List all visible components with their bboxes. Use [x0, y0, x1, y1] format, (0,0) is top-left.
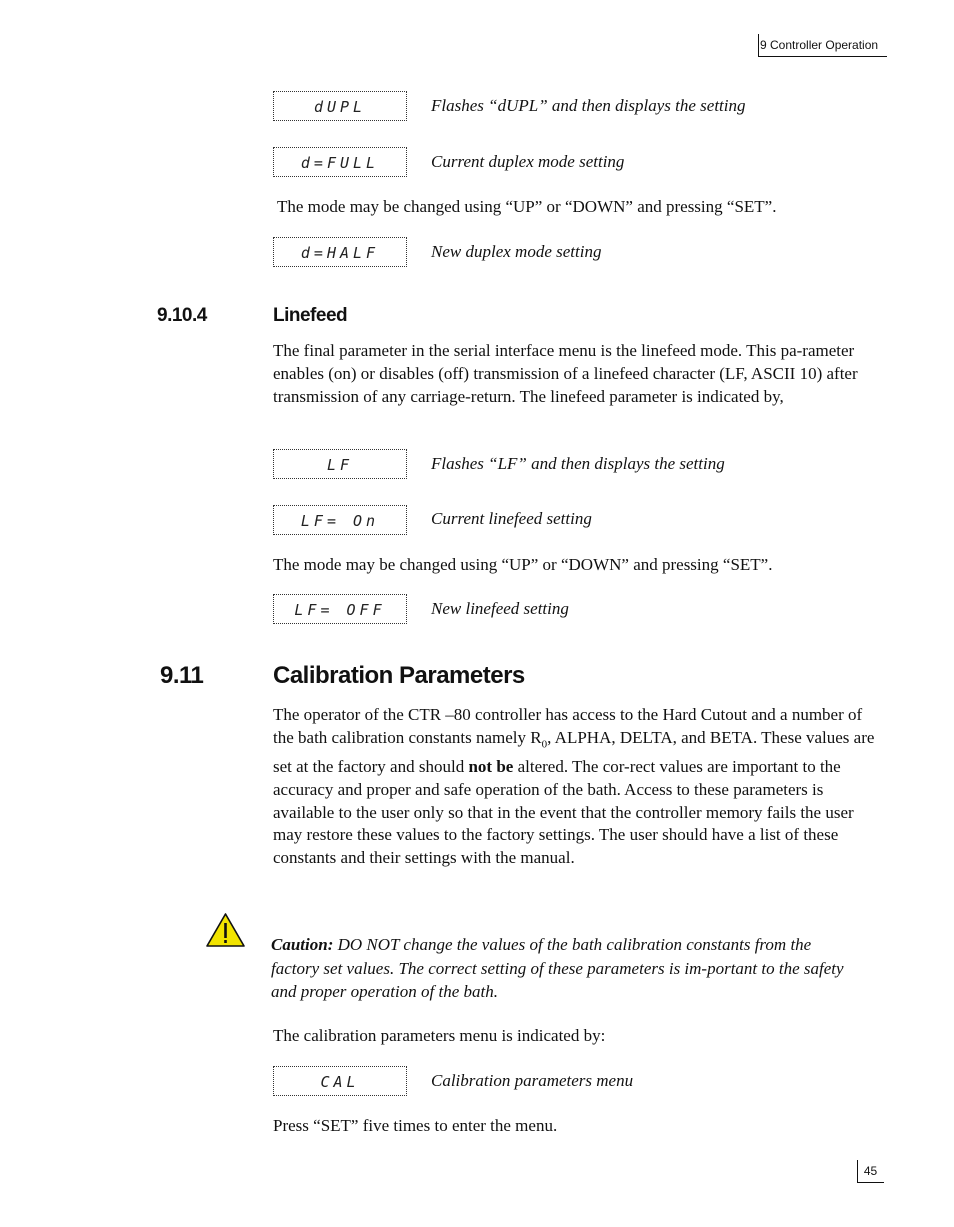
- lcd-display-duplex-current: d=FULL: [273, 147, 407, 177]
- chapter-header: 9 Controller Operation: [758, 34, 887, 57]
- calibration-menu-text: The calibration parameters menu is indicated by:: [273, 1026, 606, 1045]
- lcd-caption: Current duplex mode setting: [431, 152, 625, 171]
- duplex-change-text: The mode may be changed using “UP” or “DOWN” and pressing “SET”.: [277, 197, 777, 216]
- lcd-caption: Current linefeed setting: [431, 509, 592, 528]
- lcd-display-lf: LF: [273, 449, 407, 479]
- lcd-display-duplex-new: d=HALF: [273, 237, 407, 267]
- section-title: Calibration Parameters: [273, 662, 525, 689]
- warning-icon: [205, 912, 246, 948]
- lcd-display-lf-current: LF= On: [273, 505, 407, 535]
- calibration-paragraph: The operator of the CTR –80 controller has access to the Hard Cutout and a number of the bath calibration constants namely $R_0$, ALPHA, DELTA, and BETA. These values are set at the factory and should not be altered. The cor-rect values are important to the accuracy and proper and safe operation of the bath. Access to these parameters is available to the user only so that in the event that the controller memory fails the user may restore these values to the factory settings. The user should have a list of these constants and their settings with the manual.: [273, 705, 875, 868]
- linefeed-change-text: The mode may be changed using “UP” or “DOWN” and pressing “SET”.: [273, 555, 773, 574]
- lcd-caption: Flashes “dUPL” and then displays the setting: [431, 96, 746, 115]
- linefeed-paragraph: The final parameter in the serial interface menu is the linefeed mode. This pa-rameter enables (on) or disables (off) transmission of a linefeed character (LF, ASCII 10) after transmission of any carriage-return. The linefeed parameter is indicated by,: [273, 341, 858, 406]
- lcd-caption: Calibration parameters menu: [431, 1071, 634, 1090]
- lcd-display-lf-new: LF= OFF: [273, 594, 407, 624]
- lcd-display-dupl: dUPL: [273, 91, 407, 121]
- section-number: 9.10.4: [157, 305, 207, 326]
- page-number: 45: [857, 1160, 884, 1183]
- section-title: Linefeed: [273, 305, 348, 326]
- lcd-caption: New duplex mode setting: [431, 242, 602, 261]
- lcd-display-cal: CAL: [273, 1066, 407, 1096]
- lcd-caption: Flashes “LF” and then displays the setting: [431, 454, 725, 473]
- section-number: 9.11: [160, 662, 204, 689]
- lcd-caption: New linefeed setting: [431, 599, 569, 618]
- caution-note: Caution: DO NOT change the values of the bath calibration constants from the factory set values. The correct setting of these parameters is im-portant to the safety and proper operation of the bath.: [271, 935, 844, 1001]
- press-set-text: Press “SET” five times to enter the menu.: [273, 1116, 558, 1135]
